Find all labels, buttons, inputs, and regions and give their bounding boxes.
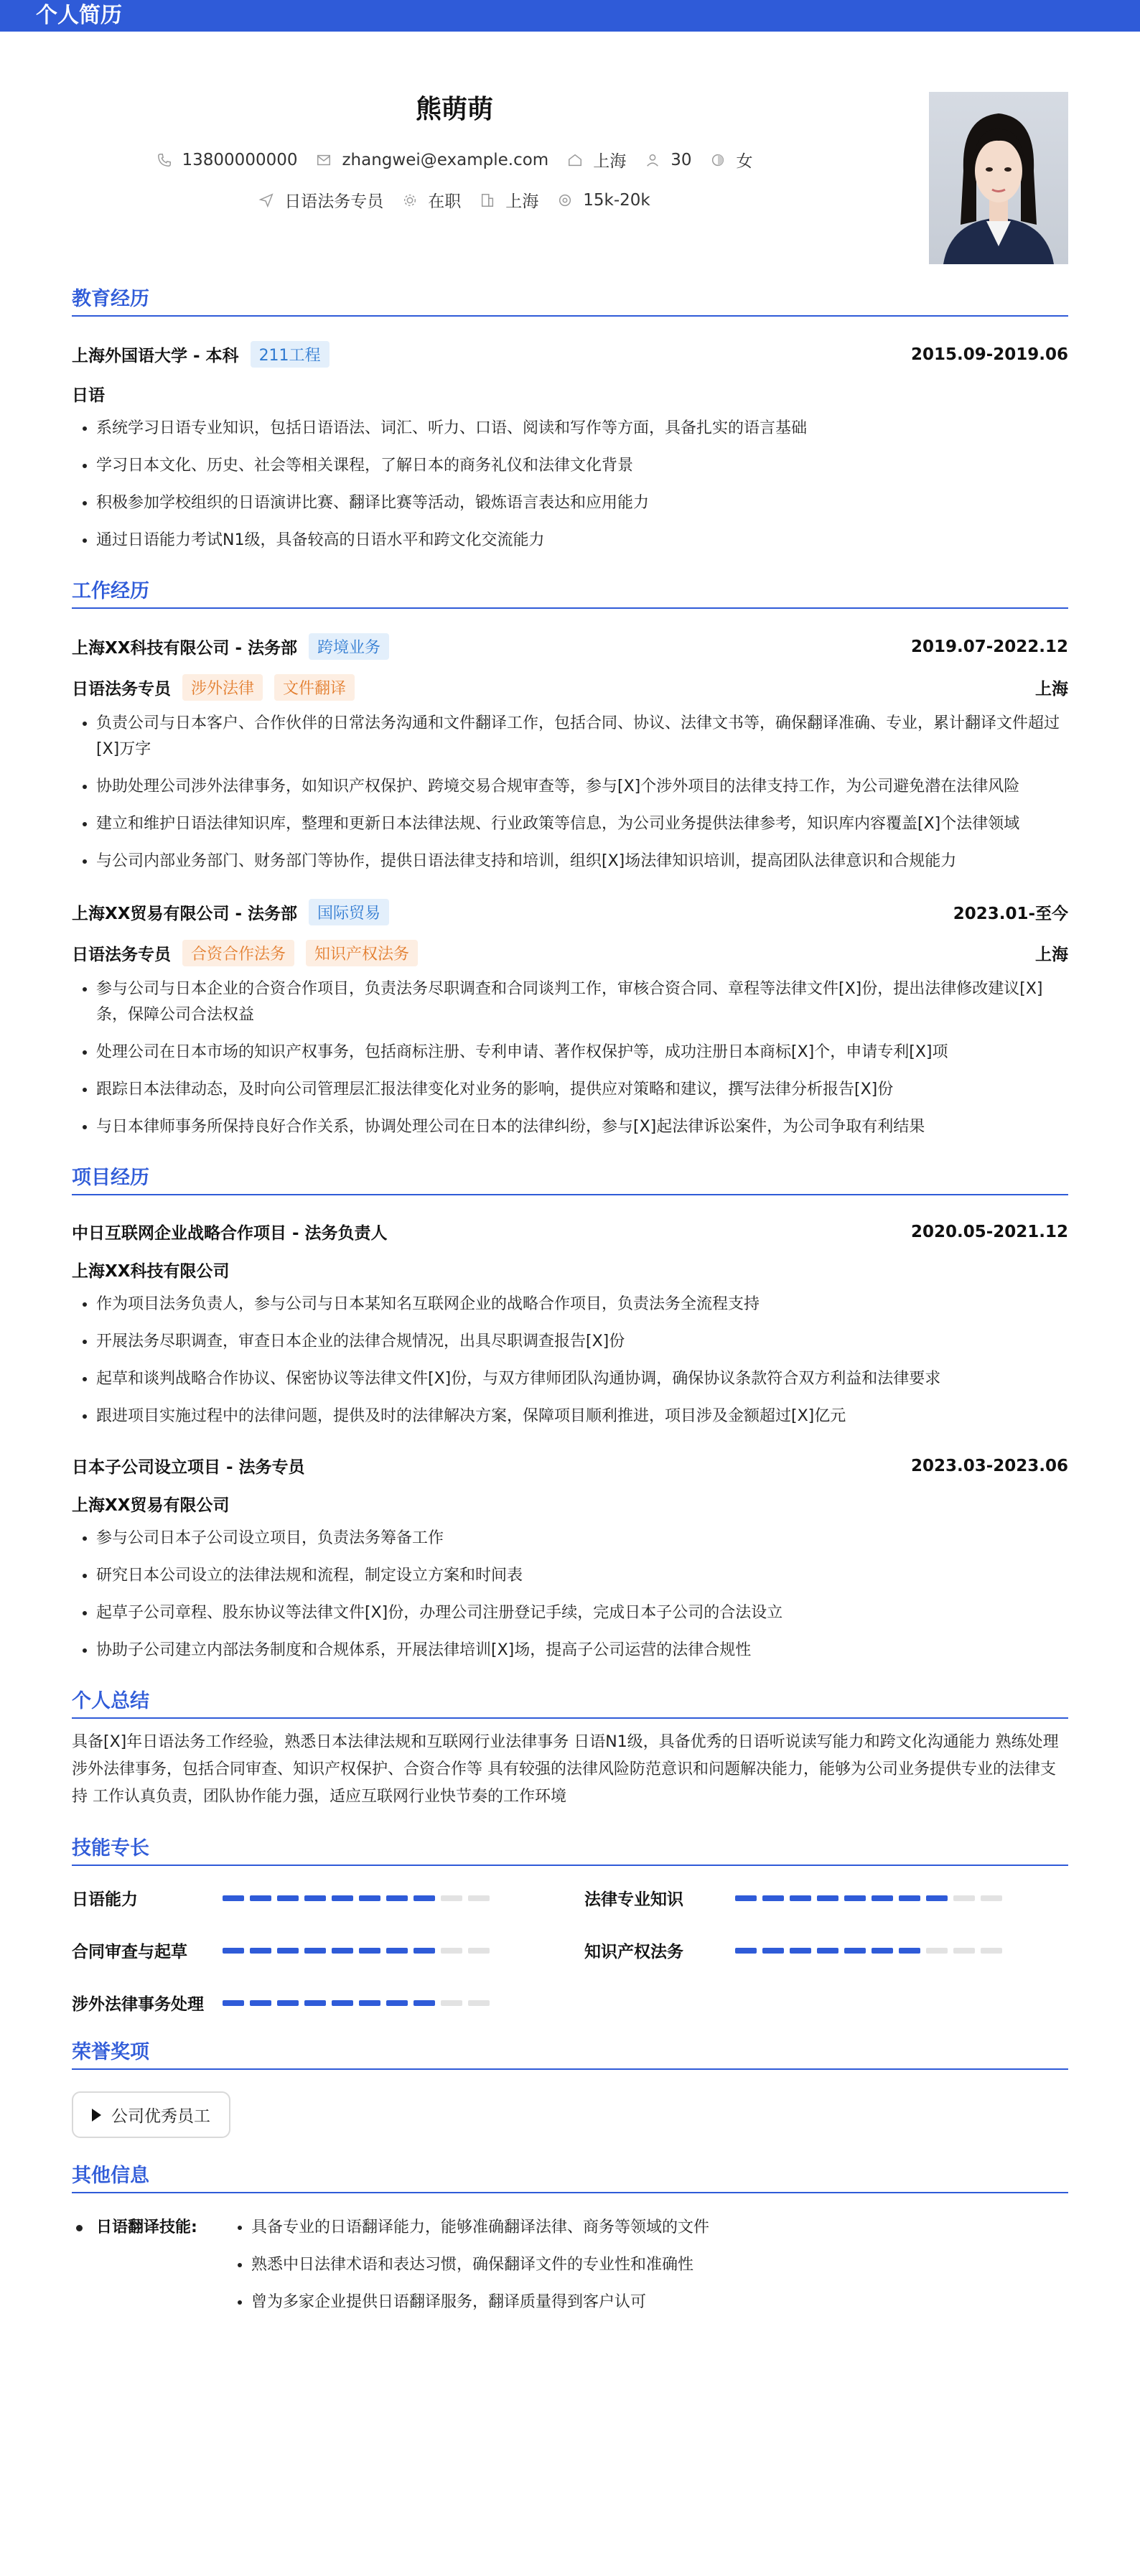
company-name: 上海XX科技有限公司 - 法务部 xyxy=(72,639,298,658)
target-position: 日语法务专员 xyxy=(284,192,384,211)
project-entry-head xyxy=(72,1220,1068,1243)
list-item: • 协助子公司建立内部法务制度和合规体系，开展法律培训[X]场，提高子公司运营的法律合规性 xyxy=(96,1638,1068,1663)
gender-icon xyxy=(710,152,726,168)
play-icon xyxy=(92,2109,101,2122)
skill-level-segment xyxy=(899,1895,920,1901)
list-item: • 负责公司与日本客户、合作伙伴的日常法务沟通和文件翻译工作，包括合同、协议、法律文书等，确保翻译准确、专业，累计翻译文件超过[X]万字 xyxy=(96,711,1068,762)
list-item: • 通过日语能力考试N1级，具备较高的日语水平和跨文化交流能力 xyxy=(96,528,1068,554)
skill-level-segment xyxy=(359,1895,380,1901)
summary-text: 具备[X]年日语法务工作经验，熟悉日本法律法规和互联网行业法律事务 日语N1级，具备优秀的日语听说读写能力和跨文化沟通能力 熟练处理涉外法律事务，包括合同审查、知识产权保护、合资合作等 具有较强的法律风险防范意识和问题解决能力，能够为公司业务提供专业的法律支持 工作认真负责，团队协作能力强，适应互联网行业快节奏的工作环境 xyxy=(72,1733,1059,1806)
skill-level-segment xyxy=(332,1895,353,1901)
gender-info xyxy=(710,148,752,172)
skill-level-segment xyxy=(414,1948,435,1954)
phone-number: 13800000000 xyxy=(182,150,298,169)
skill-level-segment xyxy=(468,1948,490,1954)
education-period: 2015.09-2019.06 xyxy=(910,345,1068,364)
skill-level-bar xyxy=(223,2000,490,2006)
skill-level-segment xyxy=(899,1948,920,1954)
honors-section xyxy=(72,2036,1068,2138)
work-period: 2023.01-至今 xyxy=(953,905,1068,923)
skill-level-bar xyxy=(735,1948,1002,1954)
work-entry xyxy=(72,633,1068,874)
projects-title: 项目经历 xyxy=(72,1162,1068,1195)
list-item: • 与日本律师事务所保持良好合作关系，协调处理公司在日本的法律纠纷，参与[X]起法律诉讼案件，为公司争取有利结果 xyxy=(96,1114,1068,1140)
list-item: • 开展法务尽职调查，审查日本企业的法律合规情况，出具尽职调查报告[X]份 xyxy=(96,1329,1068,1355)
skill-tag: 涉外法律 xyxy=(182,674,263,701)
email-info xyxy=(316,148,548,172)
skill-tag: 文件翻译 xyxy=(274,674,355,701)
list-item: • 积极参加学校组织的日语演讲比赛、翻译比赛等活动，锻炼语言表达和应用能力 xyxy=(96,490,1068,516)
projects-section xyxy=(72,1162,1068,1663)
other-title: 其他信息 xyxy=(72,2160,1068,2193)
project-period: 2020.05-2021.12 xyxy=(910,1222,1068,1241)
skills-section xyxy=(72,1832,1068,2015)
honors-title: 荣誉奖项 xyxy=(72,2036,1068,2070)
home-icon xyxy=(567,152,583,168)
school-name: 上海外国语大学 - 本科 xyxy=(72,347,239,365)
work-location: 上海 xyxy=(1035,680,1068,699)
other-info-row xyxy=(72,2215,1068,2327)
project-name: 日本子公司设立项目 - 法务专员 xyxy=(72,1458,305,1477)
skill-level-segment xyxy=(277,2000,299,2006)
work-bullets xyxy=(72,976,1068,1140)
job-role: 日语法务专员 xyxy=(72,946,171,964)
list-item: • 与公司内部业务部门、财务部门等协作，提供日语法律支持和培训，组织[X]场法律知识培训，提高团队法律意识和合规能力 xyxy=(96,849,1068,874)
skills-title: 技能专长 xyxy=(72,1832,1068,1866)
skill-level-segment xyxy=(872,1948,893,1954)
profile-header xyxy=(72,32,1068,261)
coin-icon xyxy=(557,192,573,208)
skill-level-segment xyxy=(762,1895,784,1901)
skill-level-segment xyxy=(926,1948,948,1954)
skill-item xyxy=(72,1991,556,2015)
skill-name: 知识产权法务 xyxy=(584,1943,683,1961)
skill-name: 日语能力 xyxy=(72,1890,138,1909)
skill-level-bar xyxy=(735,1895,1002,1901)
list-item: • 处理公司在日本市场的知识产权事务，包括商标注册、专利申请、著作权保护等，成功注册日本商标[X]个，申请专利[X]项 xyxy=(96,1040,1068,1065)
age: 30 xyxy=(671,150,692,169)
skill-name: 涉外法律事务处理 xyxy=(72,1995,204,2014)
work-title: 工作经历 xyxy=(72,575,1068,609)
work-bullets xyxy=(72,711,1068,874)
page-title: 个人简历 xyxy=(36,3,122,28)
status-info xyxy=(402,188,461,212)
skill-level-segment xyxy=(441,1895,462,1901)
list-item: • 参与公司与日本企业的合资合作项目，负责法务尽职调查和合同谈判工作，审核合资合同、章程等法律文件[X]份，提出法律修改建议[X]条，保障公司合法权益 xyxy=(96,976,1068,1028)
education-bullets xyxy=(72,416,1068,554)
work-role-row xyxy=(72,940,1068,966)
project-period: 2023.03-2023.06 xyxy=(910,1456,1068,1475)
project-entry xyxy=(72,1220,1068,1429)
list-item: • 协助处理公司涉外法律事务，如知识产权保护、跨境交易合规审查等，参与[X]个涉外项目的法律支持工作，为公司避免潜在法律风险 xyxy=(96,774,1068,800)
list-item: • 学习日本文化、历史、社会等相关课程，了解日本的商务礼仪和法律文化背景 xyxy=(96,453,1068,479)
skill-level-segment xyxy=(386,1895,408,1901)
list-item: • 作为项目法务负责人，参与公司与日本某知名互联网企业的战略合作项目，负责法务全流程支持 xyxy=(96,1292,1068,1317)
project-company-row xyxy=(72,1258,1068,1282)
skill-level-segment xyxy=(414,1895,435,1901)
skill-level-segment xyxy=(735,1948,757,1954)
skill-level-bar xyxy=(223,1895,490,1901)
skill-tag: 知识产权法务 xyxy=(306,940,418,966)
work-entry-head xyxy=(72,899,1068,925)
skill-level-segment xyxy=(844,1895,866,1901)
work-location: 上海 xyxy=(1035,946,1068,964)
employment-status: 在职 xyxy=(428,192,462,211)
work-entry-head xyxy=(72,633,1068,660)
send-icon xyxy=(258,192,274,208)
position-info xyxy=(258,188,383,212)
skill-level-segment xyxy=(790,1895,811,1901)
work-entry xyxy=(72,899,1068,1140)
education-section xyxy=(72,283,1068,554)
skill-level-segment xyxy=(277,1948,299,1954)
list-item: • 建立和维护日语法律知识库，整理和更新日本法律法规、行业政策等信息，为公司业务提供法律参考，知识库内容覆盖[X]个法律领域 xyxy=(96,811,1068,837)
skill-level-segment xyxy=(441,2000,462,2006)
skill-tag: 合资合作法务 xyxy=(182,940,294,966)
skill-level-segment xyxy=(304,1948,326,1954)
work-period: 2019.07-2022.12 xyxy=(910,637,1068,656)
list-item: • 参与公司日本子公司设立项目，负责法务筹备工作 xyxy=(96,1526,1068,1551)
list-item: • 曾为多家企业提供日语翻译服务，翻译质量得到客户认可 xyxy=(251,2290,709,2315)
skill-level-segment xyxy=(250,2000,271,2006)
contact-row xyxy=(72,148,837,172)
skill-level-segment xyxy=(277,1895,299,1901)
project-company: 上海XX贸易有限公司 xyxy=(72,1496,230,1515)
skill-level-segment xyxy=(817,1895,838,1901)
summary-section xyxy=(72,1685,1068,1811)
summary-title: 个人总结 xyxy=(72,1685,1068,1719)
skill-level-segment xyxy=(386,2000,408,2006)
project-bullets xyxy=(72,1292,1068,1429)
gender: 女 xyxy=(736,152,753,171)
work-city: 上海 xyxy=(505,192,539,211)
job-intention-row xyxy=(72,188,837,212)
list-item: • 研究日本公司设立的法律法规和流程，制定设立方案和时间表 xyxy=(96,1563,1068,1589)
company-tag: 国际贸易 xyxy=(309,899,389,925)
work-section xyxy=(72,575,1068,1140)
resume-page xyxy=(0,32,1140,2327)
skill-level-segment xyxy=(872,1895,893,1901)
skill-level-segment xyxy=(468,2000,490,2006)
project-company-row xyxy=(72,1492,1068,1516)
work-city-info xyxy=(480,188,538,212)
building-icon xyxy=(480,192,495,208)
skill-level-segment xyxy=(981,1895,1002,1901)
list-item: • 起草和谈判战略合作协议、保密协议等法律文件[X]份，与双方律师团队沟通协调，确保协议条款符合双方利益和法律要求 xyxy=(96,1366,1068,1392)
skill-level-segment xyxy=(762,1948,784,1954)
city: 上海 xyxy=(593,152,627,171)
project-company: 上海XX科技有限公司 xyxy=(72,1262,230,1281)
education-major-row xyxy=(72,382,1068,406)
list-item: • 起草子公司章程、股东协议等法律文件[X]份，办理公司注册登记手续，完成日本子公司的合法设立 xyxy=(96,1600,1068,1626)
skill-level-segment xyxy=(304,2000,326,2006)
page-header-bar xyxy=(0,0,1140,32)
skill-level-segment xyxy=(223,1948,244,1954)
skill-level-segment xyxy=(332,1948,353,1954)
skill-level-segment xyxy=(386,1948,408,1954)
project-bullets xyxy=(72,1526,1068,1663)
phone-icon xyxy=(156,152,172,168)
skill-level-segment xyxy=(223,2000,244,2006)
skill-level-segment xyxy=(332,2000,353,2006)
company-tag: 跨境业务 xyxy=(309,633,389,660)
list-item: • 系统学习日语专业知识，包括日语语法、词汇、听力、口语、阅读和写作等方面，具备扎实的语言基础 xyxy=(96,416,1068,442)
person-icon xyxy=(645,152,660,168)
company-name: 上海XX贸易有限公司 - 法务部 xyxy=(72,905,298,923)
award-label: 公司优秀员工 xyxy=(111,2107,210,2126)
education-title: 教育经历 xyxy=(72,283,1068,317)
skill-level-segment xyxy=(817,1948,838,1954)
skill-level-segment xyxy=(441,1948,462,1954)
project-entry xyxy=(72,1454,1068,1663)
skill-level-segment xyxy=(844,1948,866,1954)
project-name: 中日互联网企业战略合作项目 - 法务负责人 xyxy=(72,1224,388,1243)
major: 日语 xyxy=(72,386,105,405)
award-item xyxy=(72,2091,230,2138)
other-label: 日语翻译技能: xyxy=(72,2215,233,2327)
list-item: • 跟进项目实施过程中的法律问题，提供及时的法律解决方案，保障项目顺利推进，项目涉及金额超过[X]亿元 xyxy=(96,1404,1068,1429)
skill-item xyxy=(584,1938,1068,1962)
skill-level-segment xyxy=(926,1895,948,1901)
skill-name: 法律专业知识 xyxy=(584,1890,683,1909)
profile-photo xyxy=(929,92,1068,264)
skill-level-segment xyxy=(981,1948,1002,1954)
phone-info xyxy=(156,148,298,172)
skill-item xyxy=(72,1886,556,1910)
age-info xyxy=(645,148,691,172)
skill-item xyxy=(584,1886,1068,1910)
education-entry-head xyxy=(72,341,1068,368)
skill-level-segment xyxy=(953,1948,975,1954)
skill-level-segment xyxy=(790,1948,811,1954)
email-address: zhangwei@example.com xyxy=(342,150,549,169)
list-item: • 具备专业的日语翻译能力，能够准确翻译法律、商务等领域的文件 xyxy=(251,2215,709,2241)
work-role-row xyxy=(72,674,1068,701)
skill-level-segment xyxy=(414,2000,435,2006)
skill-level-segment xyxy=(223,1895,244,1901)
skill-level-segment xyxy=(359,2000,380,2006)
salary-info xyxy=(557,188,650,212)
other-list xyxy=(233,2215,709,2327)
candidate-name: 熊萌萌 xyxy=(415,95,493,124)
expected-salary: 15k-20k xyxy=(583,190,650,210)
list-item: • 熟悉中日法律术语和表达习惯，确保翻译文件的专业性和准确性 xyxy=(251,2252,709,2278)
skill-level-segment xyxy=(250,1895,271,1901)
skill-level-segment xyxy=(735,1895,757,1901)
skills-grid xyxy=(72,1886,1068,2015)
project-entry-head xyxy=(72,1454,1068,1478)
skill-level-segment xyxy=(953,1895,975,1901)
other-section xyxy=(72,2160,1068,2327)
skill-level-segment xyxy=(359,1948,380,1954)
city-info xyxy=(567,148,626,172)
skill-level-segment xyxy=(468,1895,490,1901)
skill-level-segment xyxy=(250,1948,271,1954)
job-role: 日语法务专员 xyxy=(72,680,171,699)
settings-icon xyxy=(402,192,418,208)
mail-icon xyxy=(316,152,332,168)
skill-item xyxy=(72,1938,556,1962)
school-tag: 211工程 xyxy=(251,341,330,368)
skill-level-segment xyxy=(304,1895,326,1901)
list-item: • 跟踪日本法律动态，及时向公司管理层汇报法律变化对业务的影响，提供应对策略和建议，撰写法律分析报告[X]份 xyxy=(96,1077,1068,1103)
skill-level-bar xyxy=(223,1948,490,1954)
skill-name: 合同审查与起草 xyxy=(72,1943,187,1961)
